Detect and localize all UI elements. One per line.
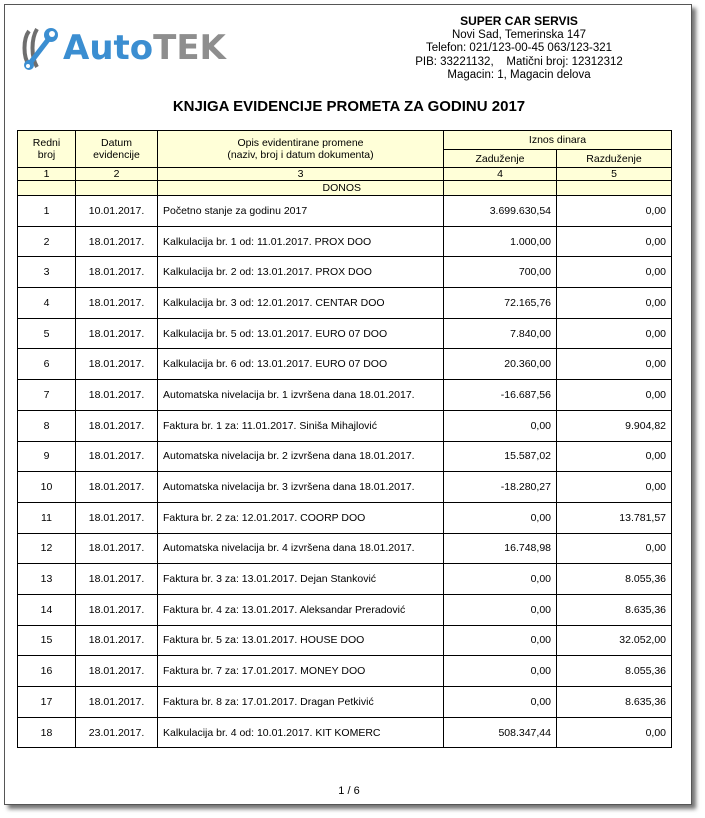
company-ids: PIB: 33221132, Matični broj: 12312312	[415, 55, 623, 68]
company-info	[345, 15, 693, 83]
row-debit: 0,00	[444, 687, 557, 718]
row-number: 16	[18, 656, 76, 687]
page-number: 1 / 6	[338, 785, 360, 797]
ledger-table	[17, 130, 672, 748]
row-description: Automatska nivelacija br. 2 izvršena dana 18.01.2017.	[158, 441, 444, 472]
row-date: 18.01.2017.	[76, 502, 158, 533]
header-credit: Razduženje	[557, 150, 672, 168]
row-date: 18.01.2017.	[76, 687, 158, 718]
logo-text-tek: TEK	[153, 28, 226, 68]
row-credit: 0,00	[557, 533, 672, 564]
table-row	[18, 380, 672, 411]
logo-text-auto: Auto	[63, 28, 154, 68]
table-row	[18, 226, 672, 257]
company-warehouse: Magacin: 1, Magacin delova	[447, 69, 591, 81]
company-logo	[21, 25, 226, 71]
row-description: Kalkulacija br. 6 od: 13.01.2017. EURO 07 DOO	[158, 349, 444, 380]
row-number: 9	[18, 441, 76, 472]
row-credit: 0,00	[557, 226, 672, 257]
header-description-line2: (naziv, broj i datum dokumenta)	[227, 149, 374, 161]
row-credit: 0,00	[557, 318, 672, 349]
row-number: 15	[18, 625, 76, 656]
column-number: 3	[158, 168, 444, 181]
column-number: 4	[444, 168, 557, 181]
row-debit: -18.280,27	[444, 472, 557, 503]
carry-forward-label: DONOS	[158, 181, 444, 196]
table-row	[18, 318, 672, 349]
row-credit: 13.781,57	[557, 502, 672, 533]
row-credit: 8.055,36	[557, 656, 672, 687]
header-serial-no: Redni broj	[18, 131, 76, 168]
report-title: KNJIGA EVIDENCIJE PROMETA ZA GODINU 2017	[172, 98, 526, 115]
wrench-tire-icon	[21, 25, 61, 71]
row-description: Kalkulacija br. 1 od: 11.01.2017. PROX DOO	[158, 226, 444, 257]
row-description: Faktura br. 1 za: 11.01.2017. Siniša Mihajlović	[158, 410, 444, 441]
row-credit: 0,00	[557, 196, 672, 227]
row-description: Automatska nivelacija br. 3 izvršena dana 18.01.2017.	[158, 472, 444, 503]
row-date: 18.01.2017.	[76, 472, 158, 503]
table-row	[18, 257, 672, 288]
row-description: Kalkulacija br. 3 od: 12.01.2017. CENTAR DOO	[158, 288, 444, 319]
row-date: 18.01.2017.	[76, 257, 158, 288]
row-description: Faktura br. 5 za: 13.01.2017. HOUSE DOO	[158, 625, 444, 656]
row-number: 11	[18, 502, 76, 533]
row-number: 10	[18, 472, 76, 503]
logo-wordmark	[63, 28, 226, 68]
row-number: 17	[18, 687, 76, 718]
row-description: Automatska nivelacija br. 1 izvršena dana 18.01.2017.	[158, 380, 444, 411]
table-row	[18, 717, 672, 748]
table-row	[18, 656, 672, 687]
header-amount-group: Iznos dinara	[444, 131, 672, 150]
row-number: 6	[18, 349, 76, 380]
row-date: 18.01.2017.	[76, 318, 158, 349]
row-description: Kalkulacija br. 4 od: 10.01.2017. KIT KOMERC	[158, 717, 444, 748]
header-date: Datum evidencije	[76, 131, 158, 168]
row-description: Faktura br. 8 za: 17.01.2017. Dragan Petkivić	[158, 687, 444, 718]
row-credit: 32.052,00	[557, 625, 672, 656]
row-number: 18	[18, 717, 76, 748]
row-number: 2	[18, 226, 76, 257]
header-description	[158, 131, 444, 168]
row-debit: 1.000,00	[444, 226, 557, 257]
row-date: 18.01.2017.	[76, 656, 158, 687]
row-debit: 0,00	[444, 625, 557, 656]
column-number: 5	[557, 168, 672, 181]
table-row	[18, 594, 672, 625]
company-address: Novi Sad, Temerinska 147	[451, 28, 587, 41]
table-row	[18, 472, 672, 503]
row-debit: 0,00	[444, 410, 557, 441]
row-description: Kalkulacija br. 5 od: 13.01.2017. EURO 07 DOO	[158, 318, 444, 349]
table-row	[18, 687, 672, 718]
row-credit: 0,00	[557, 380, 672, 411]
row-number: 14	[18, 594, 76, 625]
row-debit: 0,00	[444, 564, 557, 595]
row-number: 7	[18, 380, 76, 411]
table-row	[18, 349, 672, 380]
row-debit: 20.360,00	[444, 349, 557, 380]
company-name: SUPER CAR SERVIS	[460, 14, 578, 28]
row-description: Kalkulacija br. 2 od: 13.01.2017. PROX DOO	[158, 257, 444, 288]
table-row	[18, 441, 672, 472]
row-description: Faktura br. 2 za: 12.01.2017. COORP DOO	[158, 502, 444, 533]
table-row	[18, 533, 672, 564]
column-number: 1	[18, 168, 76, 181]
row-date: 18.01.2017.	[76, 594, 158, 625]
row-number: 13	[18, 564, 76, 595]
header-description-line1: Opis evidentirane promene	[237, 137, 364, 149]
row-date: 18.01.2017.	[76, 441, 158, 472]
row-credit: 8.055,36	[557, 564, 672, 595]
table-row	[18, 564, 672, 595]
row-debit: 72.165,76	[444, 288, 557, 319]
row-description: Faktura br. 4 za: 13.01.2017. Aleksandar Preradović	[158, 594, 444, 625]
row-date: 18.01.2017.	[76, 349, 158, 380]
table-row	[18, 288, 672, 319]
carry-forward-row	[18, 181, 672, 196]
row-date: 18.01.2017.	[76, 288, 158, 319]
row-credit: 0,00	[557, 349, 672, 380]
row-credit: 0,00	[557, 472, 672, 503]
table-row	[18, 502, 672, 533]
row-credit: 0,00	[557, 717, 672, 748]
row-debit: 0,00	[444, 502, 557, 533]
row-number: 8	[18, 410, 76, 441]
row-number: 12	[18, 533, 76, 564]
row-number: 3	[18, 257, 76, 288]
row-date: 18.01.2017.	[76, 533, 158, 564]
row-description: Faktura br. 3 za: 13.01.2017. Dejan Stanković	[158, 564, 444, 595]
row-debit: 16.748,98	[444, 533, 557, 564]
row-debit: 508.347,44	[444, 717, 557, 748]
report-page	[4, 4, 692, 805]
row-debit: -16.687,56	[444, 380, 557, 411]
row-credit: 0,00	[557, 257, 672, 288]
row-date: 18.01.2017.	[76, 380, 158, 411]
row-debit: 15.587,02	[444, 441, 557, 472]
row-debit: 0,00	[444, 594, 557, 625]
row-credit: 0,00	[557, 441, 672, 472]
company-phone: Telefon: 021/123-00-45 063/123-321	[425, 42, 613, 54]
row-credit: 8.635,36	[557, 687, 672, 718]
row-date: 18.01.2017.	[76, 410, 158, 441]
row-debit: 3.699.630,54	[444, 196, 557, 227]
row-description: Početno stanje za godinu 2017	[158, 196, 444, 227]
row-credit: 0,00	[557, 288, 672, 319]
table-row	[18, 410, 672, 441]
row-number: 5	[18, 318, 76, 349]
row-date: 18.01.2017.	[76, 564, 158, 595]
row-credit: 8.635,36	[557, 594, 672, 625]
row-debit: 7.840,00	[444, 318, 557, 349]
row-number: 4	[18, 288, 76, 319]
row-description: Automatska nivelacija br. 4 izvršena dana 18.01.2017.	[158, 533, 444, 564]
table-row	[18, 625, 672, 656]
table-row	[18, 196, 672, 227]
row-date: 18.01.2017.	[76, 226, 158, 257]
row-description: Faktura br. 7 za: 17.01.2017. MONEY DOO	[158, 656, 444, 687]
row-date: 10.01.2017.	[76, 196, 158, 227]
row-date: 18.01.2017.	[76, 625, 158, 656]
row-number: 1	[18, 196, 76, 227]
row-date: 23.01.2017.	[76, 717, 158, 748]
row-debit: 700,00	[444, 257, 557, 288]
row-debit: 0,00	[444, 656, 557, 687]
header-debit: Zaduženje	[444, 150, 557, 168]
row-credit: 9.904,82	[557, 410, 672, 441]
column-number: 2	[76, 168, 158, 181]
